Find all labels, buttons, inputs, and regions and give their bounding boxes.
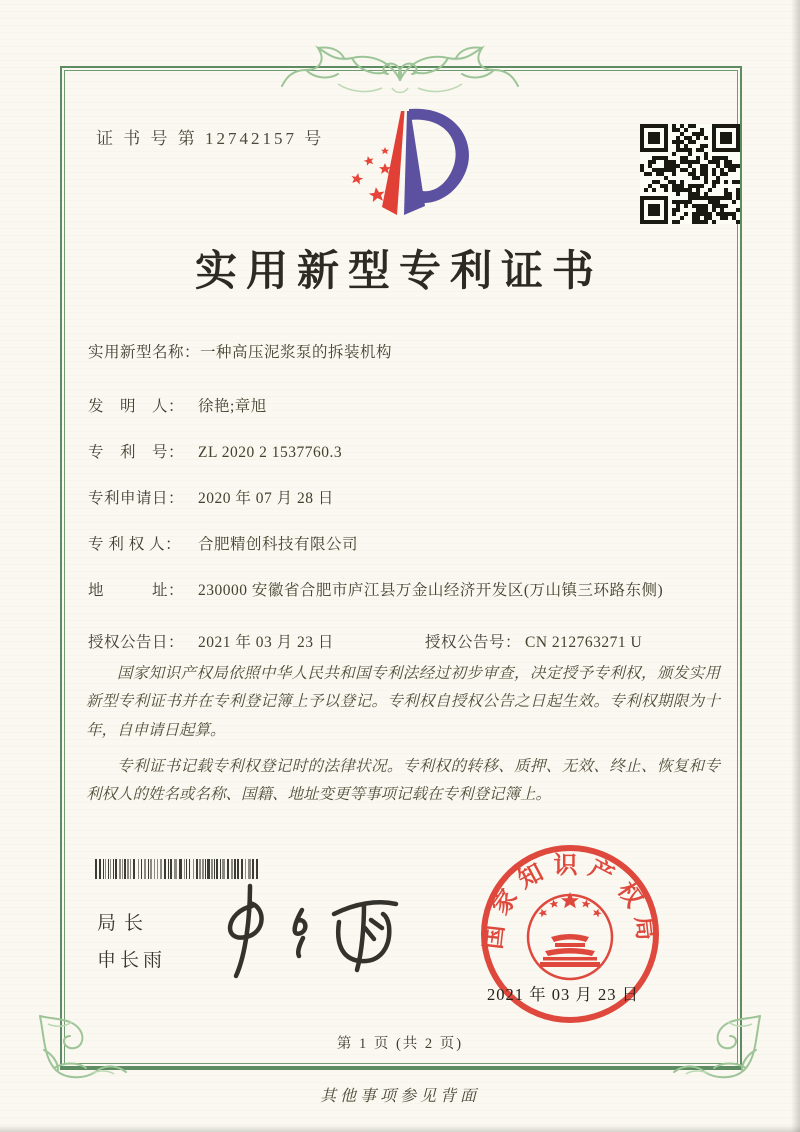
field-row-utility-model-name [88,340,720,365]
field-value: 一种高压泥浆泵的拆装机构 [200,344,393,361]
seal-text: 国家知识产权局 [480,853,660,951]
field-row-patentee [88,532,720,557]
field-value: CN 212763271 U [525,634,643,651]
field-row-inventor [88,394,720,419]
scan-edge-right [791,0,800,1132]
back-side-note: 其他事项参见背面 [319,1088,480,1105]
field-value: 2020 年 07 月 28 日 [198,490,334,507]
field-value: 230000 安徽省合肥市庐江县万金山经济开发区(万山镇三环路东侧) [198,582,664,599]
grant-number-pair [425,630,720,655]
field-row-address [88,578,720,603]
certificate-number: 证 书 号 第 12742157 号 [96,129,325,148]
field-label: 专利申请日： [88,490,185,507]
field-row-filing-date [88,486,720,511]
field-label: 发 明 人： [88,398,185,415]
page-number: 第 1 页 (共 2 页) [336,1036,464,1052]
field-row-grant [88,630,720,655]
qr-code-icon [640,124,740,224]
field-value: 徐艳;章旭 [198,398,267,415]
field-row-patent-number [88,440,720,465]
field-label: 授权公告日： [88,634,185,651]
handwritten-signature-icon [208,876,413,984]
top-flourish-ornament-icon [278,40,522,104]
field-value: 合肥精创科技有限公司 [198,536,359,553]
grant-date-pair [88,630,425,655]
field-label: 地 址： [88,582,185,599]
field-label: 专 利 号： [88,444,185,461]
director-name: 申长雨 [97,950,167,971]
director-title: 局长 [97,913,152,934]
field-value: 2021 年 03 月 23 日 [198,634,334,651]
legal-text [86,660,720,818]
field-label: 授权公告号： [425,634,522,651]
legal-paragraph-2: 专利证书记载专利权登记时的法律状况。专利权的转移、质押、无效、终止、恢复和专利权人的姓名或名称、国籍、地址变更等事项记载在专利登记簿上。 [86,758,720,804]
field-value: ZL 2020 2 1537760.3 [198,444,343,461]
field-label: 实用新型名称： [88,344,201,361]
seal-date: 2021 年 03 月 23 日 [487,985,640,1004]
legal-paragraph-1: 国家知识产权局依照中华人民共和国专利法经过初步审查，决定授予专利权，颁发实用新型专利证书并在专利登记簿上予以登记。专利权自授权公告之日起生效。专利权期限为十年，自申请日起算。 [86,665,720,739]
cnipa-logo-icon [335,103,483,241]
field-label: 专 利 权 人： [88,536,182,553]
scan-edge-bottom [0,1125,800,1132]
certificate-title: 实用新型专利证书 [194,249,603,295]
